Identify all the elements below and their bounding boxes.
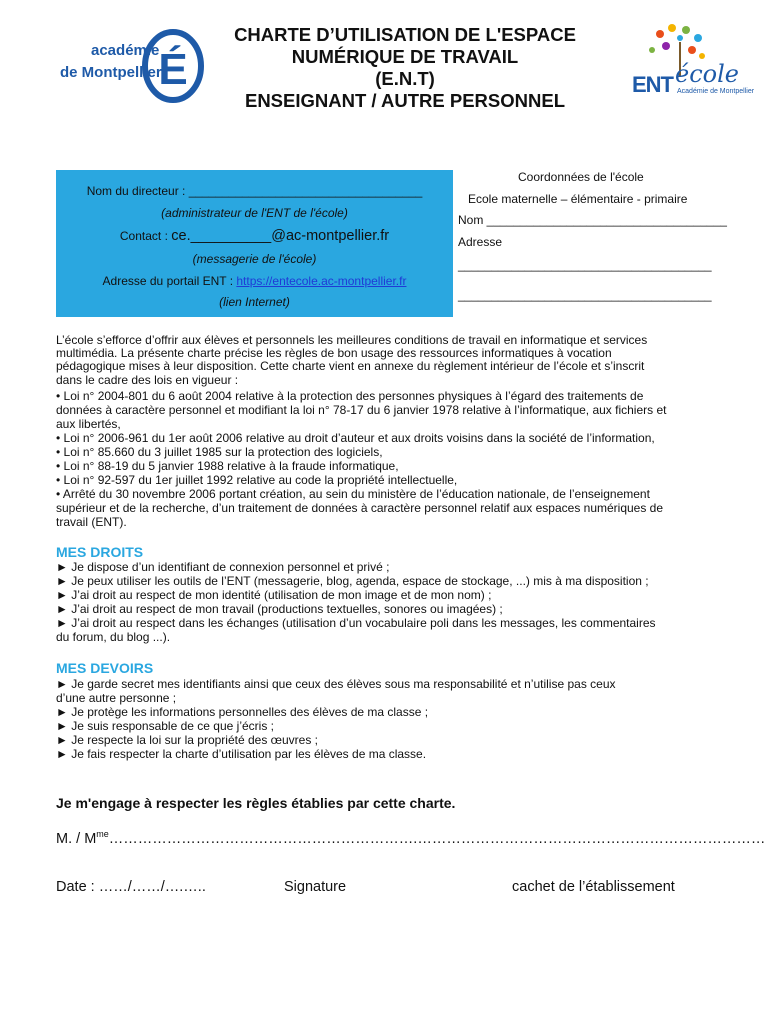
director-name-field: Nom du directeur : ___________________________________ (86, 184, 423, 198)
devoirs-heading: MES DEVOIRS (56, 660, 154, 676)
droit-item: ► Je peux utiliser les outils de l’ENT (messagerie, blog, agenda, espace de stockage, ...) mis à ma disposition ; (56, 574, 649, 588)
messagerie-note: (messagerie de l'école) (192, 252, 317, 266)
school-type: Ecole maternelle – élémentaire - primaire (468, 192, 688, 206)
title-line: ENSEIGNANT / AUTRE PERSONNEL (244, 90, 565, 111)
svg-text:É: É (158, 45, 188, 94)
logo-ecole-text: école (675, 60, 739, 88)
devoir-item-cont: d’une autre personne ; (56, 691, 177, 705)
law-item: • Loi n° 88-19 du 5 janvier 1988 relative à la fraude informatique, (56, 459, 399, 473)
signature-label: Signature (284, 879, 347, 895)
law-item: • Loi n° 92-597 du 1er juillet 1992 relative au code la propriété intellectuelle, (56, 473, 458, 487)
school-address-blank: ______________________________________ (458, 258, 712, 272)
school-address-blank: ______________________________________ (458, 288, 712, 302)
law-item: • Loi n° 85.660 du 3 juillet 1985 sur la protection des logiciels, (56, 445, 383, 459)
contact-label: Contact : (119, 229, 172, 243)
logo-ent-text: ENT (632, 72, 673, 97)
school-address-label: Adresse (458, 235, 503, 249)
portal-line (56, 274, 453, 288)
intro-line: multimédia. La présente charte précise les règles de bon usage des ressources informatiques à vocation (56, 346, 612, 360)
droit-item: ► Je dispose d’un identifiant de connexion personnel et privé ; (56, 560, 390, 574)
link-note: (lien Internet) (219, 295, 290, 309)
law-item: • Arrêté du 30 novembre 2006 portant création, au sein du ministère de l’éducation nationale, de l’enseignement (56, 487, 650, 501)
intro-line: L’école s’efforce d’offrir aux élèves et personnels les meilleures conditions de travail en informatique et services (56, 333, 648, 347)
droit-item: ► J’ai droit au respect dans les échanges (utilisation d’un vocabulaire poli dans les messages, les commentaires (56, 616, 656, 630)
admin-note: (administrateur de l'ENT de l'école) (161, 206, 348, 220)
devoir-item: ► Je fais respecter la charte d’utilisation par les élèves de ma classe. (56, 747, 427, 761)
portal-label: Adresse du portail ENT : (102, 274, 237, 288)
school-heading: Coordonnées de l'école (518, 170, 644, 184)
cachet-label: cachet de l’établissement (512, 879, 675, 895)
devoir-item: ► Je garde secret mes identifiants ainsi que ceux des élèves sous ma responsabilité et n’utilise pas ceux (56, 677, 616, 691)
devoir-item: ► Je protège les informations personnelles des élèves de ma classe ; (56, 705, 429, 719)
logo-ecole-subtitle: Académie de Montpellier (677, 88, 755, 95)
title-line: CHARTE D’UTILISATION DE L'ESPACE (234, 24, 576, 45)
logo-academie-text: académie (91, 42, 160, 59)
document-title (210, 24, 600, 112)
date-field: Date : ……/……/….….. (56, 879, 206, 895)
academie-montpellier-logo (56, 20, 206, 110)
intro-line: pédagogique mises à leur disposition. Cette charte vient en annexe du règlement intérieur de l’école et s’inscrit (56, 359, 645, 373)
law-item-cont: aux libertés, (56, 417, 121, 431)
name-dots: ……………………………………………………….……………………………………………………………… (108, 830, 766, 847)
engagement-statement: Je m'engage à respecter les règles établies par cette charte. (56, 795, 456, 811)
portal-link[interactable]: https://entecole.ac-montpellier.fr (236, 274, 407, 288)
law-item-cont: travail (ENT). (56, 515, 127, 529)
ent-ecole-logo (625, 22, 755, 122)
name-prefix: M. / M (56, 830, 97, 847)
title-line: (E.N.T) (375, 68, 435, 89)
contact-line (56, 228, 453, 244)
logo-montpellier-text: de Montpellier (60, 64, 162, 81)
devoir-item: ► Je suis responsable de ce que j’écris ; (56, 719, 274, 733)
droit-item-cont: du forum, du blog ...). (56, 630, 171, 644)
title-line: NUMÉRIQUE DE TRAVAIL (291, 46, 519, 67)
name-field (56, 829, 765, 847)
droits-heading: MES DROITS (56, 544, 144, 560)
director-info-box (56, 170, 453, 317)
devoir-item: ► Je respecte la loi sur la propriété des œuvres ; (56, 733, 318, 747)
law-item-cont: données à caractère personnel et modifiant la loi n° 78-17 du 6 janvier 1978 relative à l’informatique, aux fichiers et (56, 403, 667, 417)
intro-line: dans le cadre des lois en vigueur : (56, 373, 239, 387)
name-prefix-sup: me (96, 829, 109, 839)
contact-email: ce.__________@ac-montpellier.fr (171, 228, 390, 244)
academie-e-emblem-icon (142, 24, 204, 104)
school-name-field: Nom ____________________________________ (458, 213, 727, 227)
law-item: • Loi n° 2006-961 du 1er août 2006 relative au droit d’auteur et aux droits voisins dans la société de l’information, (56, 431, 655, 445)
law-item-cont: supérieur et de la recherche, d’un traitement de données à caractère personnel relatif aux espaces numériques de (56, 501, 664, 515)
law-item: • Loi n° 2004-801 du 6 août 2004 relative à la protection des personnes physiques à l’égard des traitements de (56, 389, 644, 403)
droit-item: ► J’ai droit au respect de mon identité (utilisation de mon image et de mon nom) ; (56, 588, 492, 602)
droit-item: ► J’ai droit au respect de mon travail (productions textuelles, sonores ou imagées) ; (56, 602, 503, 616)
